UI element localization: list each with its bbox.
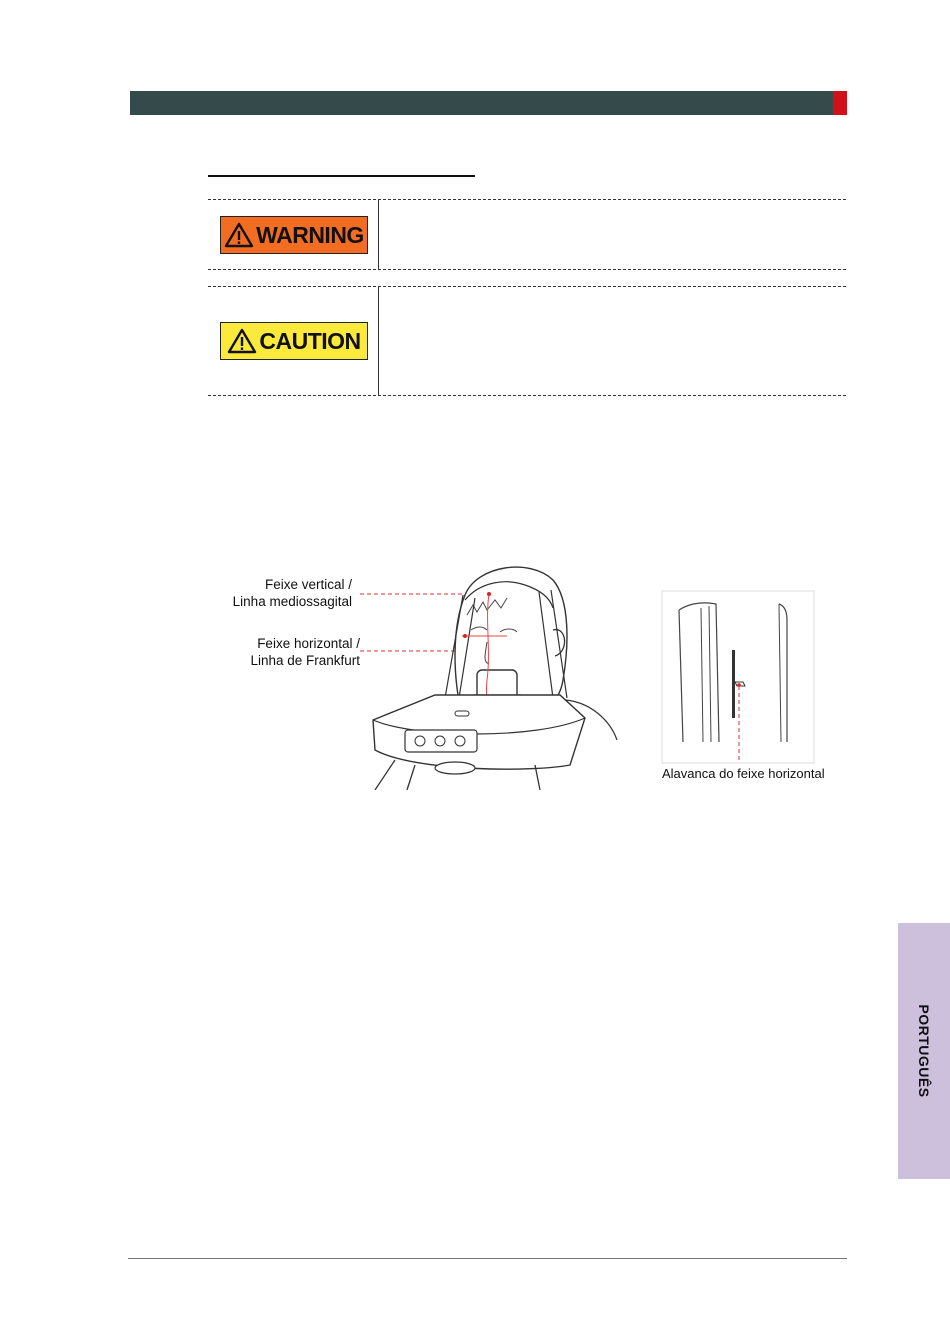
section-title-rule bbox=[208, 175, 475, 177]
header-accent bbox=[833, 91, 847, 115]
header-bar bbox=[130, 91, 833, 115]
label-lever: Alavanca do feixe horizontal bbox=[662, 766, 825, 781]
caution-label: CAUTION bbox=[259, 327, 361, 354]
caution-notice bbox=[208, 286, 846, 396]
warning-notice bbox=[208, 199, 846, 270]
caution-sign bbox=[220, 322, 368, 360]
language-tab-label: PORTUGUÊS bbox=[916, 1004, 932, 1098]
warning-triangle-icon bbox=[224, 222, 254, 248]
warning-label: WARNING bbox=[256, 221, 364, 248]
lever-illustration bbox=[661, 590, 816, 765]
caution-divider bbox=[378, 287, 379, 395]
label-horizontal-line1: Feixe horizontal / bbox=[257, 636, 360, 651]
language-tab bbox=[898, 923, 950, 1179]
positioning-figure bbox=[215, 560, 840, 790]
label-vertical-line2: Linha mediossagital bbox=[232, 594, 352, 609]
label-vertical-beam bbox=[215, 576, 352, 610]
label-vertical-line1: Feixe vertical / bbox=[264, 577, 352, 592]
label-horizontal-beam bbox=[215, 635, 360, 669]
caution-triangle-icon bbox=[227, 328, 257, 354]
footer-rule bbox=[128, 1258, 847, 1259]
warning-divider bbox=[378, 200, 379, 269]
warning-sign bbox=[220, 216, 368, 254]
label-horizontal-line2: Linha de Frankfurt bbox=[250, 653, 360, 668]
